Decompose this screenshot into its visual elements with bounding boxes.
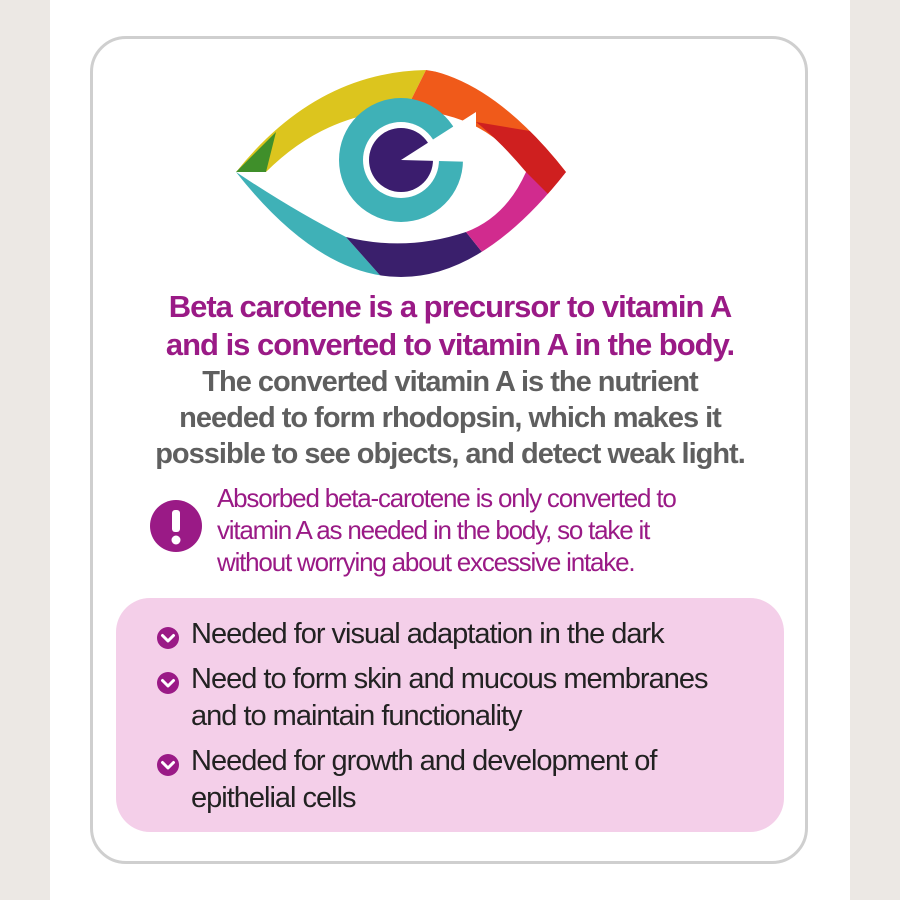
chevron-down-icon xyxy=(156,668,180,692)
headline-line: and is converted to vitamin A in the body. xyxy=(165,327,735,362)
exclamation-icon xyxy=(150,500,202,552)
benefit-line: and to maintain functionality xyxy=(191,700,522,732)
description-line: needed to form rhodopsin, which makes it xyxy=(179,402,721,434)
benefit-line: Needed for growth and development of xyxy=(191,745,657,777)
benefit-line: Need to form skin and mucous membranes xyxy=(191,663,708,695)
notice-line: vitamin A as needed in the body, so take it xyxy=(217,515,650,545)
intake-notice xyxy=(150,482,790,578)
description-line: The converted vitamin A is the nutrient xyxy=(202,366,698,398)
notice-text xyxy=(217,482,797,578)
notice-line: Absorbed beta-carotene is only converted to xyxy=(217,483,676,513)
benefit-line: epithelial cells xyxy=(191,782,356,814)
notice-line: without worrying about excessive intake. xyxy=(217,547,635,577)
benefits-panel xyxy=(116,598,784,832)
description-line: possible to see objects, and detect weak light. xyxy=(155,438,745,470)
chevron-down-icon xyxy=(156,623,180,647)
rainbow-eye-icon xyxy=(236,52,566,282)
chevron-down-icon xyxy=(156,750,180,774)
headline xyxy=(0,288,900,472)
headline-line: Beta carotene is a precursor to vitamin A xyxy=(168,289,732,324)
benefit-line: Needed for visual adaptation in the dark xyxy=(191,618,664,650)
